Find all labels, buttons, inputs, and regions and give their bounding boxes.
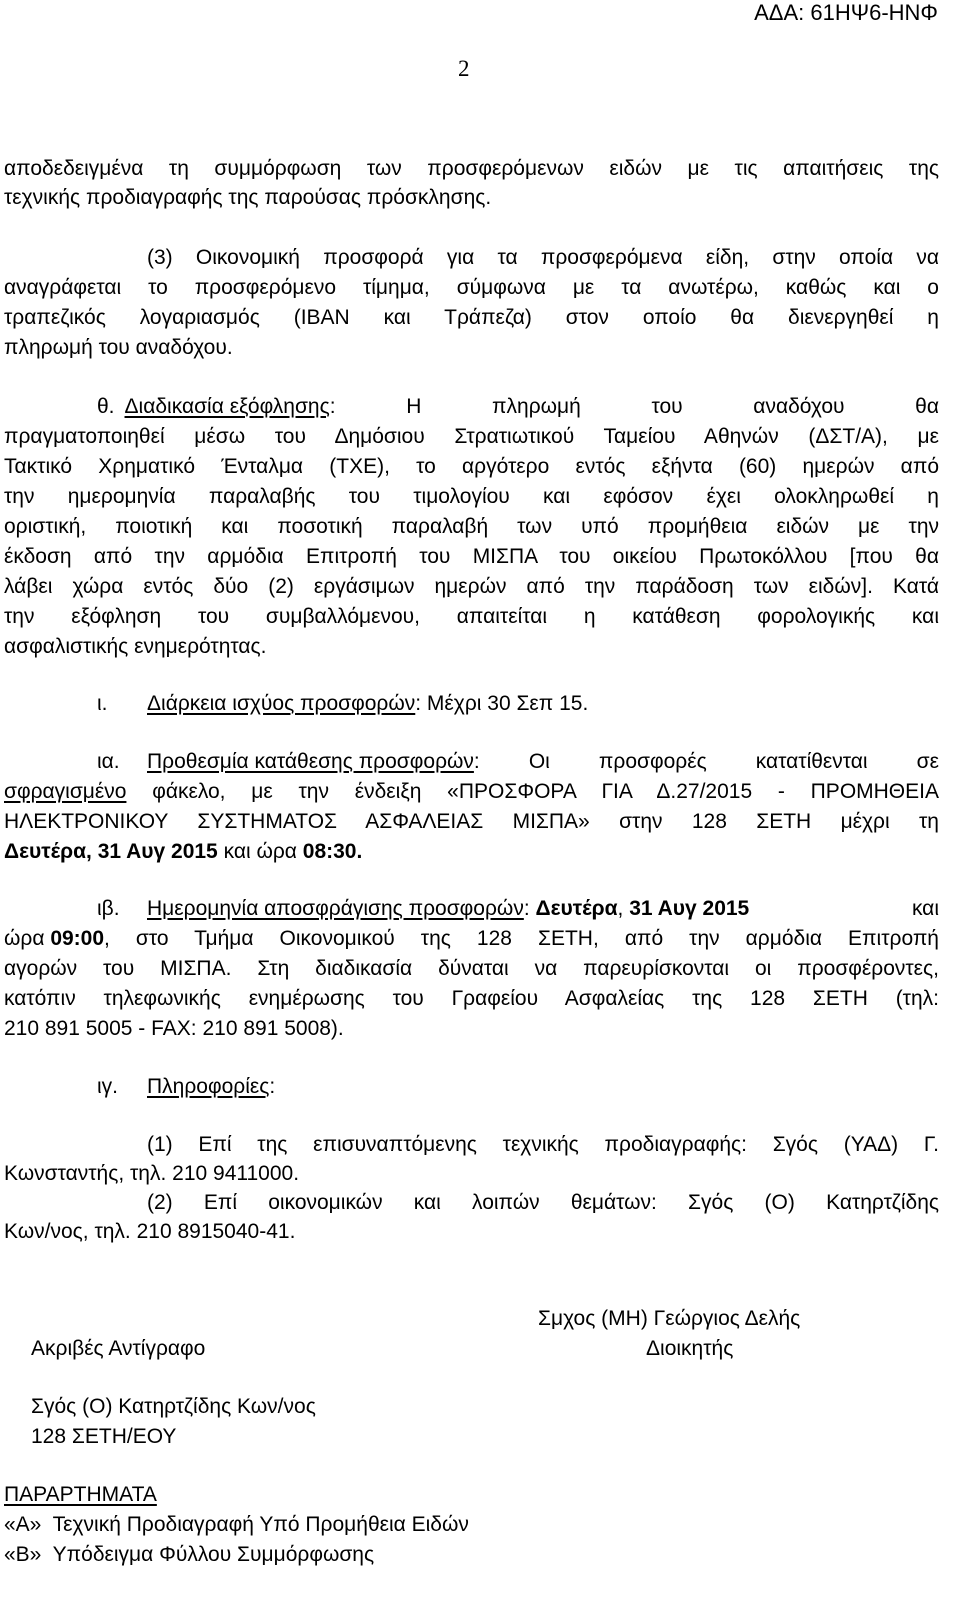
text-span: και ώρα — [217, 840, 303, 863]
annex-a: «Α» Τεχνική Προδιαγραφή Υπό Προμήθεια Ειδών — [4, 1513, 469, 1536]
text-span: Δευτέρα — [535, 897, 618, 920]
text-line: (1) Επί της επισυναπτόμενης τεχνικής προδιαγραφής: Σγός (ΥΑΔ) Γ. — [147, 1133, 939, 1156]
text-span: : Μέχρι 30 Σεπ 15. — [415, 692, 589, 715]
text-span: ώρα — [4, 927, 51, 950]
text-line: έκδοση από την αρμόδια Επιτροπή του ΜΙΣΠΑ του οικείου Πρωτοκόλλου [που θα — [4, 545, 939, 568]
text-line: τεχνικής προδιαγραφής της παρούσας πρόσκλησης. — [4, 186, 492, 209]
text-span: : — [269, 1075, 276, 1098]
text-line: (2) Επί οικονομικών και λοιπών θεμάτων: Σγός (Ο) Κατηρτζίδης — [147, 1191, 939, 1214]
section-heading-line — [97, 897, 939, 921]
text-span: 31 Αυγ 2015 — [629, 897, 750, 920]
text-line: αναγράφεται το προσφερόμενο τίμημα, σύμφωνα με τα ανωτέρω, καθώς και ο — [4, 276, 939, 299]
text-line: κατόπιν τηλεφωνικής ενημέρωσης του Γραφείου Ασφαλείας της 128 ΣΕΤΗ (τηλ: — [4, 987, 939, 1010]
section-heading-line — [97, 750, 939, 774]
section-label: ια. — [97, 750, 120, 773]
text-line: Κωνσταντής, τηλ. 210 9411000. — [4, 1162, 300, 1185]
text-span: σφραγισμένο — [4, 780, 127, 803]
text-span: και — [911, 897, 939, 920]
text-line: 210 891 5005 - FAX: 210 891 5008). — [4, 1017, 344, 1040]
text-span: 08:30. — [302, 840, 363, 863]
text-line — [4, 840, 939, 864]
section-title: Πληροφορίες — [147, 1075, 270, 1098]
annexes-title: ΠΑΡΑΡΤΗΜΑΤΑ — [4, 1483, 157, 1506]
text-line: οριστική, ποιοτική και ποσοτική παραλαβή των υπό προμήθεια ειδών με την — [4, 515, 939, 538]
text-line: πληρωμή του αναδόχου. — [4, 336, 233, 359]
section-title: Διαδικασία εξόφλησης — [124, 395, 330, 418]
text-span: Δευτέρα, 31 Αυγ 2015 — [4, 840, 218, 863]
text-span: : — [523, 897, 536, 920]
section-heading-line — [97, 1075, 939, 1099]
text-line: την ημερομηνία παραλαβής του τιμολογίου και εφόσον έχει ολοκληρωθεί η — [4, 485, 939, 508]
text-line: ασφαλιστικής ενημερότητας. — [4, 635, 267, 658]
section-title: Προθεσμία κατάθεσης προσφορών — [147, 750, 474, 773]
section-title: Ημερομηνία αποσφράγισης προσφορών — [147, 897, 524, 920]
text-span: , στο Τμήμα Οικονομικού της 128 ΣΕΤΗ, από την αρμόδια Επιτροπή — [104, 927, 939, 950]
annex-b: «Β» Υπόδειγμα Φύλλου Συμμόρφωσης — [4, 1543, 375, 1566]
text-span: : Η πληρωμή του αναδόχου θα — [329, 395, 939, 418]
text-line: (3) Οικονομική προσφορά για τα προσφερόμενα είδη, στην οποία να — [147, 246, 939, 269]
text-line: την εξόφληση του συμβαλλόμενου, απαιτείται η κατάθεση φορολογικής και — [4, 605, 939, 628]
ada-code: ΑΔΑ: 61ΗΨ6-ΗΝΦ — [754, 0, 938, 25]
text-span: φάκελο, με την ένδειξη «ΠΡΟΣΦΟΡΑ ΓΙΑ Δ.27/2015 - ΠΡΟΜΗΘΕΙΑ — [126, 780, 939, 803]
section-label: ιγ. — [97, 1075, 118, 1098]
true-copy-name: Σγός (Ο) Κατηρτζίδης Κων/νος — [31, 1395, 316, 1418]
true-copy-label: Ακριβές Αντίγραφο — [31, 1337, 206, 1360]
text-line: λάβει χώρα εντός δύο (2) εργάσιμων ημερών από την παράδοση των ειδών]. Κατά — [4, 575, 939, 598]
text-line — [4, 927, 939, 951]
commander-title: Διοικητής — [646, 1337, 734, 1360]
text-line: πραγματοποιηθεί μέσω του Δημόσιου Στρατιωτικού Ταμείου Αθηνών (ΔΣΤ/Α), με — [4, 425, 939, 448]
section-label: ιβ. — [97, 897, 120, 920]
text-line: Τακτικό Χρηματικό Ένταλμα (ΤΧΕ), το αργότερο εντός εξήντα (60) ημερών από — [4, 455, 939, 478]
text-line: αποδεδειγμένα τη συμμόρφωση των προσφερόμενων ειδών με τις απαιτήσεις της — [4, 157, 939, 180]
text-line: Κων/νος, τηλ. 210 8915040-41. — [4, 1220, 296, 1243]
section-offer-validity — [97, 692, 939, 716]
text-span: , — [617, 897, 630, 920]
section-heading-line — [97, 395, 939, 419]
text-span: 09:00 — [50, 927, 105, 950]
text-line — [4, 780, 939, 804]
commander-name: Σμχος (ΜΗ) Γεώργιος Δελής — [538, 1307, 801, 1330]
true-copy-unit: 128 ΣΕΤΗ/ΕΟΥ — [31, 1425, 177, 1448]
page-number: 2 — [458, 56, 470, 81]
section-title: Διάρκεια ισχύος προσφορών — [147, 692, 416, 715]
text-span: : Οι προσφορές κατατίθενται σε — [473, 750, 939, 773]
section-label: ι. — [97, 692, 108, 715]
text-line: τραπεζικός λογαριασμός (IBAN και Τράπεζα) στον οποίο θα διενεργηθεί η — [4, 306, 939, 329]
section-label: θ. — [97, 395, 115, 418]
text-line: ΗΛΕΚΤΡΟΝΙΚΟΥ ΣΥΣΤΗΜΑΤΟΣ ΑΣΦΑΛΕΙΑΣ ΜΙΣΠΑ» στην 128 ΣΕΤΗ μέχρι τη — [4, 810, 939, 833]
text-line: αγορών του ΜΙΣΠΑ. Στη διαδικασία δύναται να παρευρίσκονται οι προσφέροντες, — [4, 957, 939, 980]
